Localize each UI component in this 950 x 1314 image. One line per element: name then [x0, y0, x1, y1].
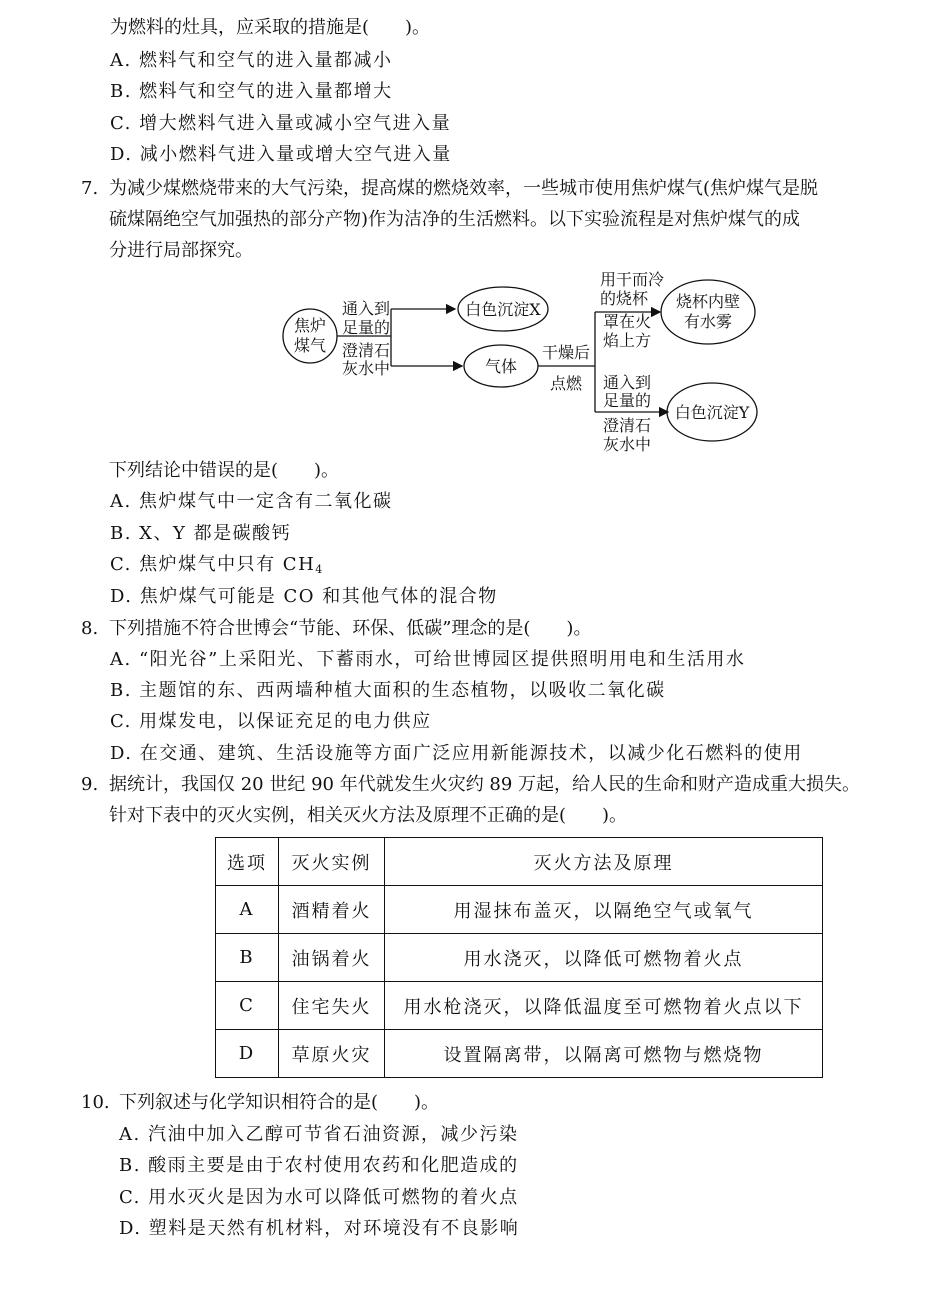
ignite-label: 点燃	[549, 374, 583, 393]
table-row	[216, 886, 823, 934]
table-row	[216, 982, 823, 1030]
q6-option-a: A. 燃料气和空气的进入量都减小	[110, 50, 393, 71]
table-cell: C	[216, 982, 279, 1030]
q7-option-a: A. 焦炉煤气中一定含有二氧化碳	[110, 491, 393, 512]
q10-stem: 10. 下列叙述与化学知识相符合的是( )。	[81, 1092, 440, 1113]
table-cell: D	[216, 1030, 279, 1078]
q10-option-d: D. 塑料是天然有机材料，对环境没有不良影响	[119, 1218, 520, 1239]
q8-number: 8.	[81, 618, 99, 639]
table-cell: 用水浇灭，以降低可燃物着火点	[385, 934, 823, 982]
q9-stem-line-2: 针对下表中的灭火实例，相关灭火方法及原理不正确的是( )。	[109, 805, 628, 826]
cup-result-label-1: 烧杯内壁	[675, 292, 741, 311]
start-node-label-1: 焦炉	[293, 316, 327, 335]
bottom-branch-label-3: 澄清石	[603, 416, 652, 435]
table-cell: 用湿抹布盖灭，以隔绝空气或氧气	[385, 886, 823, 934]
q10-option-c: C. 用水灭火是因为水可以降低可燃物的着火点	[119, 1187, 519, 1208]
table-cell: 住宅失火	[279, 982, 385, 1030]
q10-option-a: A. 汽油中加入乙醇可节省石油资源，减少污染	[119, 1124, 519, 1145]
step1-label-4: 灰水中	[342, 359, 391, 378]
bottom-branch-label-2: 足量的	[603, 391, 652, 410]
table-cell: 酒精着火	[279, 886, 385, 934]
q6-stem-tail: 为燃料的灶具，应采取的措施是( )。	[110, 17, 431, 38]
experiment-flow-diagram	[270, 265, 770, 460]
q10-option-b: B. 酸雨主要是由于农村使用农药和化肥造成的	[119, 1155, 519, 1176]
q6-option-b: B. 燃料气和空气的进入量都增大	[110, 81, 393, 102]
table-cell: 用水枪浇灭，以降低温度至可燃物着火点以下	[385, 982, 823, 1030]
q8-option-c: C. 用煤发电，以保证充足的电力供应	[110, 711, 432, 732]
q7-number: 7.	[81, 178, 99, 199]
q9-stem-line-1: 9. 据统计，我国仅 20 世纪 90 年代就发生火灾约 89 万起，给人民的生命和财产造成重大损失。	[81, 774, 861, 795]
table-header-row	[216, 838, 823, 886]
q6-option-c: C. 增大燃料气进入量或减小空气进入量	[110, 113, 452, 134]
q7-stem-line-2: 硫煤隔绝空气加强热的部分产物)作为洁净的生活燃料。以下实验流程是对焦炉煤气的成	[109, 209, 801, 230]
table-header-cell: 灭火方法及原理	[385, 838, 823, 886]
bottom-branch-label-4: 灰水中	[603, 435, 652, 454]
step1-label-2: 足量的	[342, 318, 391, 337]
fire-method-table	[215, 837, 823, 1078]
dry-label: 干燥后	[541, 343, 591, 362]
q6-option-d: D. 减小燃料气进入量或增大空气进入量	[110, 144, 452, 165]
top-branch-label-1: 用干而冷	[600, 270, 665, 289]
bottom-branch-label-1: 通入到	[603, 373, 652, 392]
table-header-cell: 选项	[216, 838, 279, 886]
table-header-cell: 灭火实例	[279, 838, 385, 886]
top-branch-label-2: 的烧杯	[600, 289, 649, 308]
table-cell: B	[216, 934, 279, 982]
top-branch-label-4: 焰上方	[603, 331, 652, 350]
step1-label-3: 澄清石	[342, 341, 391, 360]
q7-option-c: C. 焦炉煤气中只有 $CH_4$	[110, 554, 324, 576]
top-branch-label-3: 罩在火	[603, 312, 652, 331]
q7-option-b: B. X、Y 都是碳酸钙	[110, 523, 292, 544]
product-y-label: 白色沉淀Y	[674, 403, 750, 422]
q7-stem-line-3: 分进行局部探究。	[109, 240, 253, 261]
product-x-label: 白色沉淀X	[465, 300, 541, 319]
table-cell: 油锅着火	[279, 934, 385, 982]
q7-question: 下列结论中错误的是( )。	[109, 460, 340, 481]
table-row	[216, 934, 823, 982]
table-cell: A	[216, 886, 279, 934]
table-row	[216, 1030, 823, 1078]
gas-label: 气体	[484, 357, 518, 376]
q8-option-b: B. 主题馆的东、西两墙种植大面积的生态植物，以吸收二氧化碳	[110, 680, 666, 701]
step1-label-1: 通入到	[342, 299, 391, 318]
table-cell: 设置隔离带，以隔离可燃物与燃烧物	[385, 1030, 823, 1078]
q7-stem-line-1: 7. 为减少煤燃烧带来的大气污染，提高煤的燃烧效率，一些城市使用焦炉煤气(焦炉煤气是脱	[81, 178, 819, 199]
q8-stem: 8. 下列措施不符合世博会“节能、环保、低碳”理念的是( )。	[81, 618, 592, 639]
q8-option-d: D. 在交通、建筑、生活设施等方面广泛应用新能源技术，以减少化石燃料的使用	[110, 743, 803, 764]
q9-number: 9.	[81, 774, 99, 795]
table-cell: 草原火灾	[279, 1030, 385, 1078]
q8-option-a: A. “阳光谷”上采阳光、下蓄雨水，可给世博园区提供照明用电和生活用水	[110, 649, 746, 670]
start-node-label-2: 煤气	[293, 336, 327, 355]
q7-option-d: D. 焦炉煤气可能是 CO 和其他气体的混合物	[110, 586, 498, 607]
q10-number: 10.	[81, 1092, 110, 1113]
cup-result-label-2: 有水雾	[683, 312, 733, 331]
